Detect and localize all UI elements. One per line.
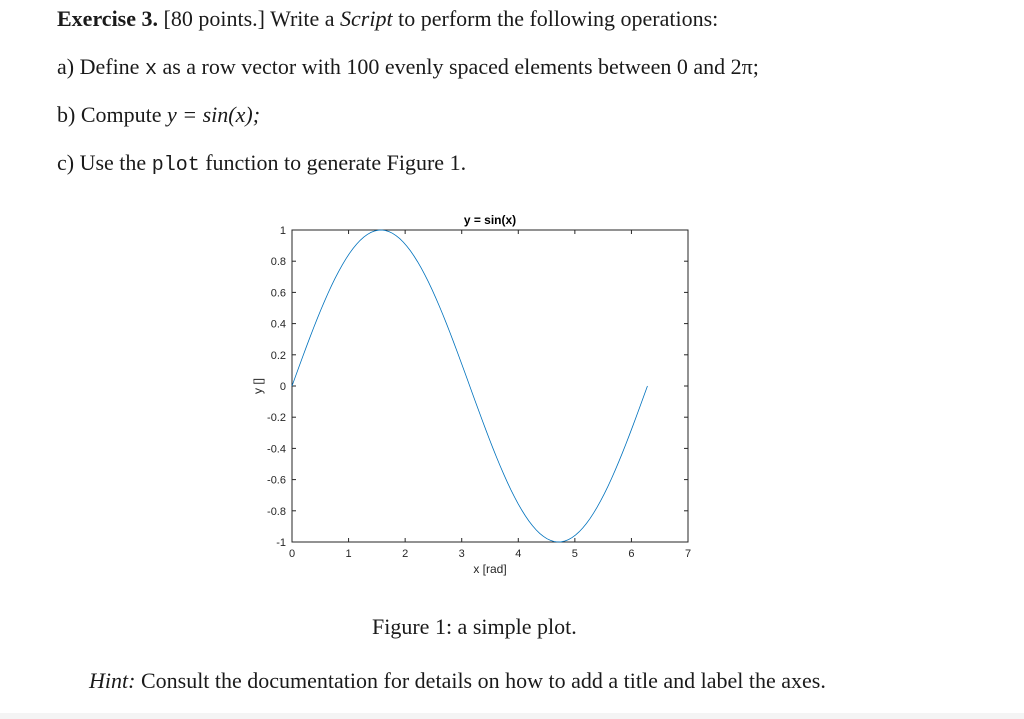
item-text: as a row vector with 100 evenly spaced elements between 0 and 2π; [162, 54, 759, 79]
x-tick-label: 3 [458, 548, 465, 560]
y-tick-label: 0.2 [270, 349, 286, 362]
exercise-intro-pre: Write a [270, 6, 335, 31]
x-tick-label: 6 [628, 548, 635, 560]
x-tick-label: 1 [345, 548, 352, 560]
item-code: x [144, 58, 157, 81]
x-tick-label: 2 [402, 548, 409, 560]
item-marker: b) [57, 102, 76, 127]
hint-text: Consult the documentation for details on how to add a title and label the axes. [140, 668, 826, 693]
y-tick-label: 0.4 [270, 318, 286, 331]
exercise-heading: Exercise 3. [57, 6, 159, 31]
y-axis-label: y [] [251, 377, 265, 395]
exercise-intro-post: to perform the following operations: [398, 6, 719, 31]
y-tick-label: -1 [276, 537, 286, 549]
hint [89, 668, 826, 694]
exercise-points: [80 points.] [163, 6, 265, 31]
x-tick-label: 4 [515, 548, 522, 560]
y-tick-label: 0.8 [270, 256, 286, 269]
x-tick-label: 0 [288, 548, 296, 560]
hint-label: Hint: [89, 668, 136, 693]
y-tick-label: -0.2 [267, 412, 286, 425]
y-tick-label: -0.4 [267, 443, 286, 456]
page-bottom-strip [0, 713, 1024, 719]
item-text: Use the [79, 150, 147, 175]
chart-title: y = sin(x) [463, 213, 517, 227]
item-text: Define [79, 54, 140, 79]
plot-area [292, 230, 688, 542]
y-tick-label: -0.6 [267, 474, 286, 487]
x-axis-label: x [rad] [473, 562, 507, 576]
exercise-intro-emphasis: Script [340, 6, 393, 31]
y-tick-label: 0.6 [270, 287, 286, 300]
item-text: Compute [80, 102, 162, 127]
y-tick-label: -0.8 [267, 505, 286, 518]
item-text: function to generate Figure 1. [205, 150, 467, 175]
x-tick-label: 5 [571, 548, 578, 560]
x-tick-label: 7 [684, 548, 692, 560]
item-math: y = sin(x); [167, 102, 261, 127]
item-marker: c) [57, 150, 75, 175]
item-code: plot [151, 154, 200, 177]
y-tick-label: 0 [279, 381, 286, 393]
item-marker: a) [57, 54, 75, 79]
y-tick-label: 1 [279, 225, 286, 237]
figure-caption: Figure 1: a simple plot. [372, 614, 577, 639]
